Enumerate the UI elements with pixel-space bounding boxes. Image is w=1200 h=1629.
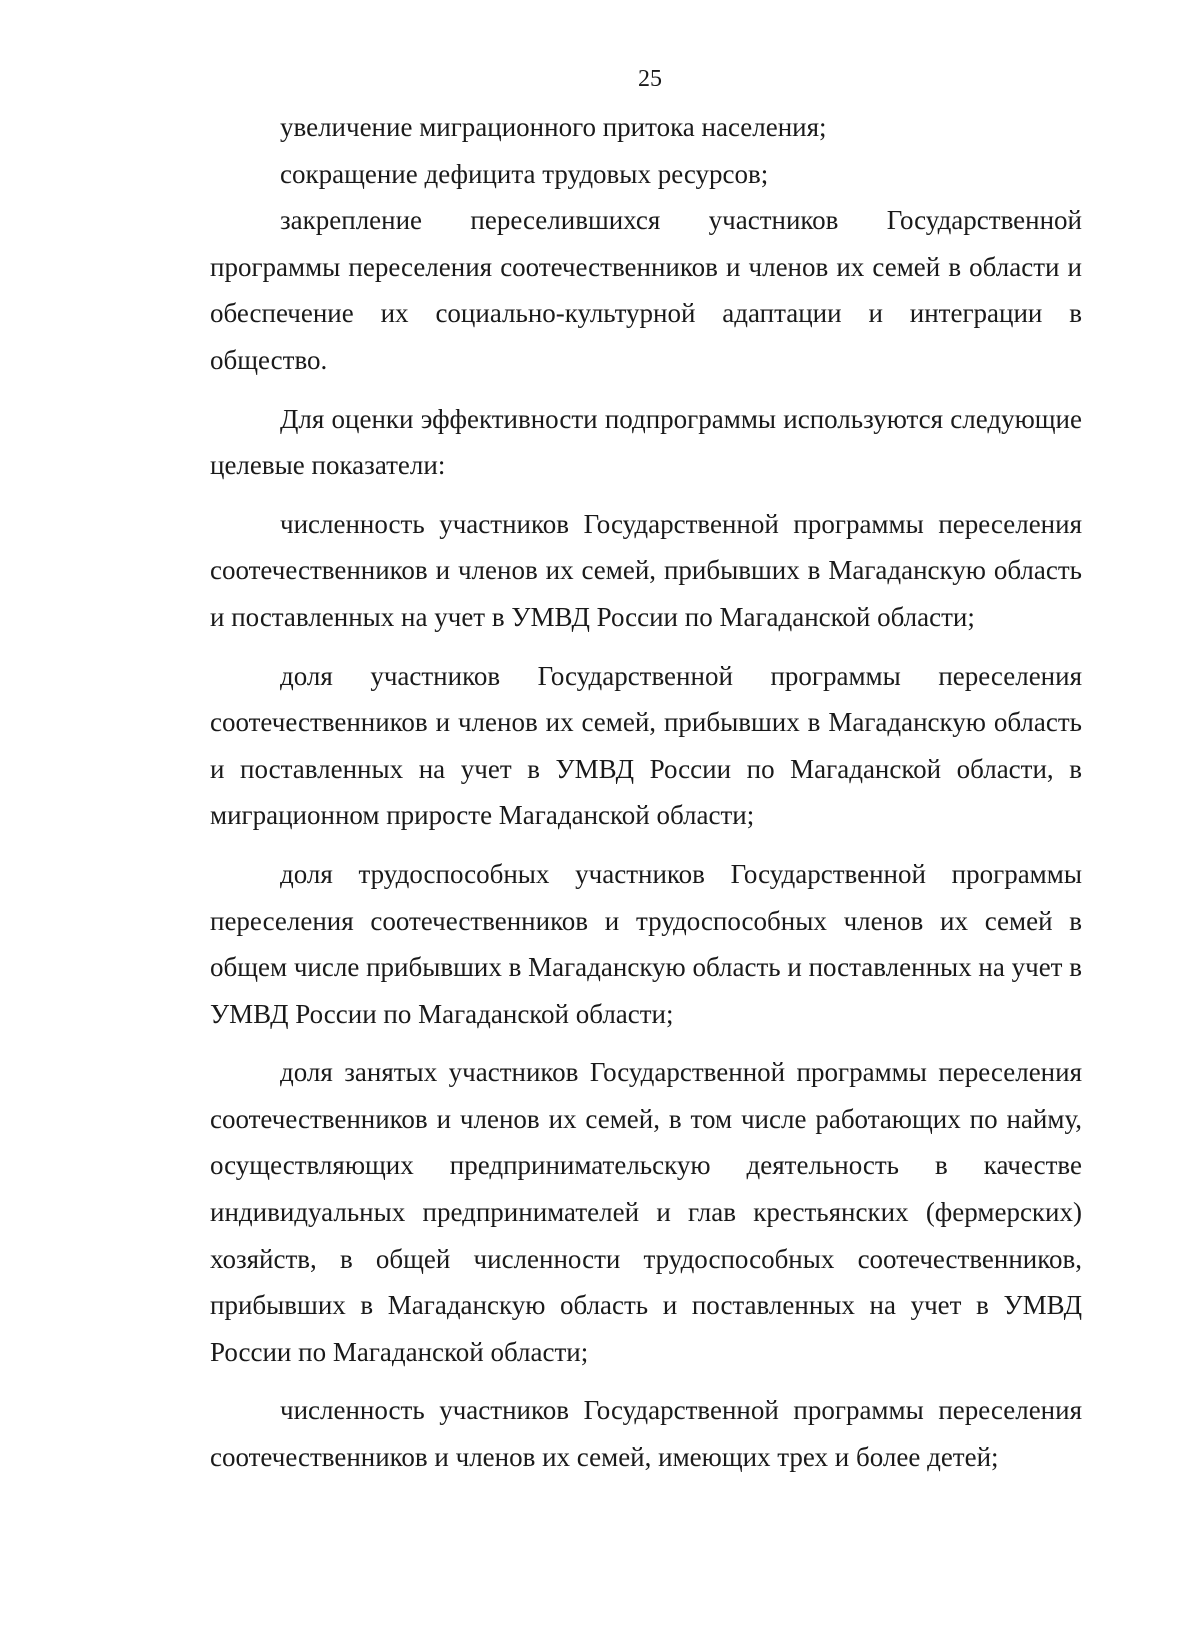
paragraph-indicator-migration-share: доля участников Государственной программы переселения соотечественников и членов их семей, прибывших в Магаданскую область и поставленных на учет в УМВД России по Магаданской области, в миграционном приросте Магаданской области;: [210, 660, 1082, 831]
document-body: [210, 104, 1082, 1481]
paragraph-settlement-adaptation: закрепление переселившихся участников Государственной программы переселения соотечественников и членов их семей в области и обеспечение их социально-культурной адаптации и интеграции в общество.: [210, 205, 1082, 375]
page-number: 25: [638, 66, 662, 92]
paragraph-indicator-participants-count: численность участников Государственной программы переселения соотечественников и членов их семей, прибывших в Магаданскую область и поставленных на учет в УМВД России по Магаданской области;: [210, 508, 1082, 632]
paragraph-labor-deficit: сокращение дефицита трудовых ресурсов;: [280, 158, 769, 189]
paragraph-evaluation-indicators-intro: Для оценки эффективности подпрограммы используются следующие целевые показатели:: [210, 403, 1082, 481]
paragraph-indicator-large-families: численность участников Государственной программы переселения соотечественников и членов их семей, имеющих трех и более детей;: [210, 1395, 1082, 1473]
paragraph-migration-inflow: увеличение миграционного притока населения;: [280, 112, 827, 142]
paragraph-indicator-able-bodied-share: доля трудоспособных участников Государственной программы переселения соотечественников и трудоспособных членов их семей в общем числе прибывших в Магаданскую область и поставленных на учет в УМВД России по Магаданской области;: [210, 858, 1082, 1029]
paragraph-indicator-employed-share: доля занятых участников Государственной программы переселения соотечественников и членов их семей, в том числе работающих по найму, осуществляющих предпринимательскую деятельность в качестве индивидуальных предпринимателей и глав крестьянских (фермерских) хозяйств, в общей численности трудоспособных соотечественников, прибывших в Магаданскую область и поставленных на учет в УМВД России по Магаданской области;: [210, 1057, 1082, 1367]
